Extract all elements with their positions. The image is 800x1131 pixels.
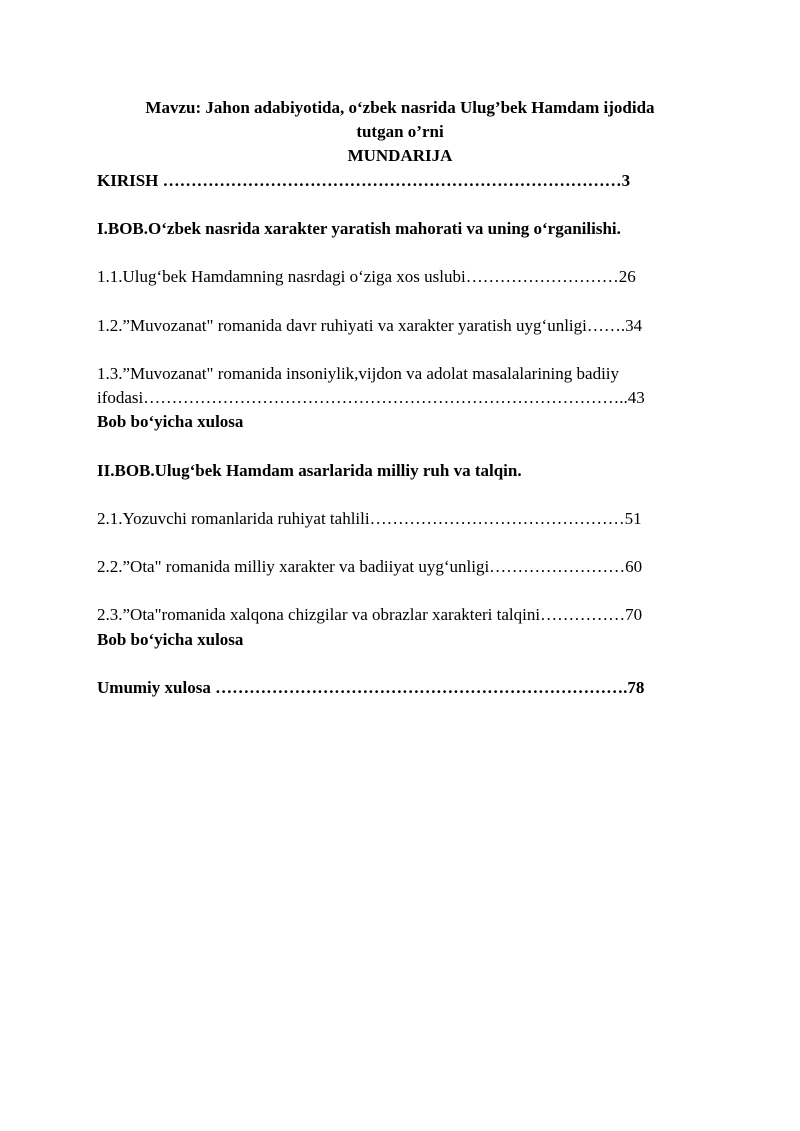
toc-entry-2-2: 2.2.”Ota" romanida milliy xarakter va badiiyat uyg‘unligi……………………60 bbox=[97, 557, 643, 576]
toc-chapter2-conclusion: Bob bo‘yicha xulosa bbox=[97, 630, 244, 649]
toc-entry-1-1: 1.1.Ulug‘bek Hamdamning nasrdagi o‘ziga xos uslubi………………………26 bbox=[97, 267, 636, 286]
toc-entry-2-1: 2.1.Yozuvchi romanlarida ruhiyat tahlili………………………………………51 bbox=[97, 509, 642, 528]
toc-entry-2-3: 2.3.”Ota"romanida xalqona chizgilar va obrazlar xarakteri talqini……………70 bbox=[97, 605, 643, 624]
topic-title-line2: tutgan o’rni bbox=[356, 122, 444, 141]
toc-entry-1-2: 1.2.”Muvozanat" romanida davr ruhiyati va xarakter yaratish uyg‘unligi…….34 bbox=[97, 316, 643, 335]
topic-title-line1: Mavzu: Jahon adabiyotida, o‘zbek nasrida Ulug’bek Hamdam ijodida bbox=[145, 98, 655, 117]
toc-chapter1-conclusion: Bob bo‘yicha xulosa bbox=[97, 412, 244, 431]
toc-entry-1-3-line1: 1.3.”Muvozanat" romanida insoniylik,vijdon va adolat masalalarining badiiy bbox=[97, 364, 620, 383]
toc-heading: MUNDARIJA bbox=[347, 146, 453, 165]
toc-chapter1-title: I.BOB.O‘zbek nasrida xarakter yaratish mahorati va uning o‘rganilishi. bbox=[97, 219, 621, 238]
toc-entry-intro: KIRISH ………………………………………………………………………3 bbox=[97, 171, 631, 190]
toc-entry-1-3-line2: ifodasi…………………………………………………………………………..43 bbox=[97, 388, 645, 407]
toc-chapter2-title: II.BOB.Ulug‘bek Hamdam asarlarida milliy ruh va talqin. bbox=[97, 461, 522, 480]
toc-entry-general-conclusion: Umumiy xulosa ……………………………………………………………….78 bbox=[97, 678, 645, 697]
